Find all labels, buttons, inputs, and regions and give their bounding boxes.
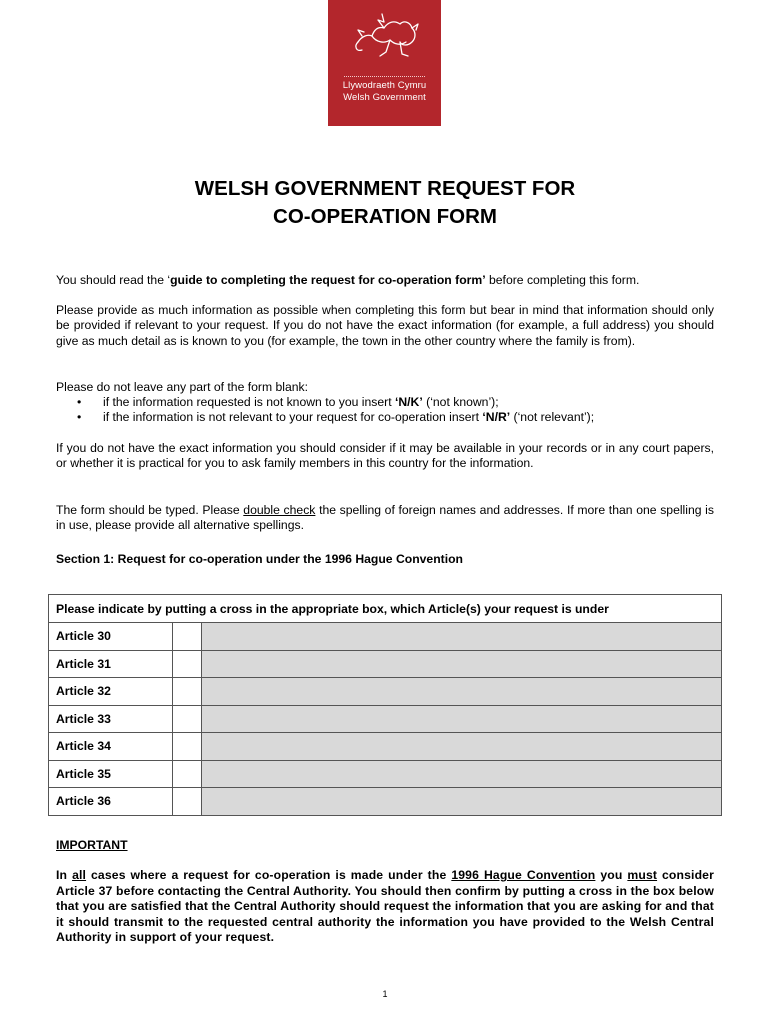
logo-divider [344,76,425,77]
imp-emphasis-must: must [627,868,658,882]
intro-paragraph-2: Please provide as much information as possible when completing this form but bear in mind that information should only be provided if relevant to your request. If you do not have the exact information (for example, a full address) you should give as much detail as is known to you (for example, the town in the other country where the family is from). [56,303,714,348]
article-30-checkbox[interactable] [173,623,202,651]
bullet-text: if the information is not relevant to your request for co-operation insert [103,410,483,425]
table-row [49,733,722,761]
shaded-cell [202,650,722,678]
article-label: Article 33 [49,705,173,733]
shaded-cell [202,705,722,733]
imp-text: you [595,868,628,882]
shaded-cell [202,788,722,816]
article-label: Article 34 [49,733,173,761]
p5-emphasis: double check [243,503,316,517]
table-row [49,760,722,788]
intro-paragraph-4: If you do not have the exact information you should consider if it may be available in your records or in any court papers, or whether it is practical for you to ask family members in this country for the information. [56,441,714,471]
list-item [56,410,714,425]
imp-text: In [56,868,73,882]
bullet-code: ‘N/K’ [394,395,423,409]
article-label: Article 31 [49,650,173,678]
page-title [0,175,770,231]
section-1-heading: Section 1: Request for co-operation under the 1996 Hague Convention [56,552,463,566]
p5-text: The form should be typed. Please [56,503,244,517]
article-34-checkbox[interactable] [173,733,202,761]
p1-text: You should read the ‘ [56,273,171,287]
bullet-text: if the information requested is not known to you insert [103,395,395,409]
shaded-cell [202,678,722,706]
imp-emphasis-convention: 1996 Hague Convention [451,868,596,882]
title-line-1: WELSH GOVERNMENT REQUEST FOR [194,177,576,200]
article-label: Article 35 [49,760,173,788]
bullet-text-end: (‘not relevant’); [510,410,595,425]
article-selection-table [48,594,722,816]
bullet-icon: • [77,410,82,425]
table-header: Please indicate by putting a cross in the appropriate box, which Article(s) your request is under [49,595,722,623]
list-item [56,395,714,410]
article-36-checkbox[interactable] [173,788,202,816]
important-paragraph [56,868,714,946]
table-row [49,788,722,816]
bullet-icon: • [77,395,82,409]
guide-title: guide to completing the request for co-operation form’ [170,273,486,287]
imp-text: cases where a request for co-operation is made under the [86,868,452,882]
imp-emphasis-all: all [72,868,87,882]
table-row [49,623,722,651]
table-row [49,678,722,706]
article-32-checkbox[interactable] [173,678,202,706]
bullet-text-end: (‘not known’); [422,395,499,409]
p1-text-end: before completing this form. [485,273,640,287]
intro-paragraph-1 [56,273,714,288]
bullet-code: ‘N/R’ [482,410,511,425]
intro-paragraph-5 [56,503,714,534]
shaded-cell [202,760,722,788]
logo-text-welsh: Llywodraeth Cymru [342,80,427,91]
article-35-checkbox[interactable] [173,760,202,788]
welsh-dragon-icon [328,0,441,78]
shaded-cell [202,733,722,761]
logo-text-english: Welsh Government [343,92,426,103]
intro-paragraph-3: Please do not leave any part of the form blank: [56,380,309,394]
article-label: Article 36 [49,788,173,816]
article-label: Article 32 [49,678,173,706]
article-33-checkbox[interactable] [173,705,202,733]
article-label: Article 30 [49,623,173,651]
shaded-cell [202,623,722,651]
instructions-list [56,395,714,426]
p5-text-end: the spelling of foreign names and addresses. If more than one spelling is in use, please provide all alternative spellings. [56,503,714,533]
table-row [49,705,722,733]
welsh-government-logo [328,0,441,126]
article-31-checkbox[interactable] [173,650,202,678]
table-row [49,650,722,678]
page-number: 1 [382,989,388,999]
imp-text-end: consider Article 37 before contacting the Central Authority. You should then confirm by putting a cross in the box below that you are satisfied that the Central Authority should request the information that you are asking for and that it should transmit to the requested central authority the information you have provided to the Welsh Central Authority in support of your request. [56,868,714,944]
important-heading: IMPORTANT [56,838,128,852]
title-line-2: CO-OPERATION FORM [273,205,497,228]
